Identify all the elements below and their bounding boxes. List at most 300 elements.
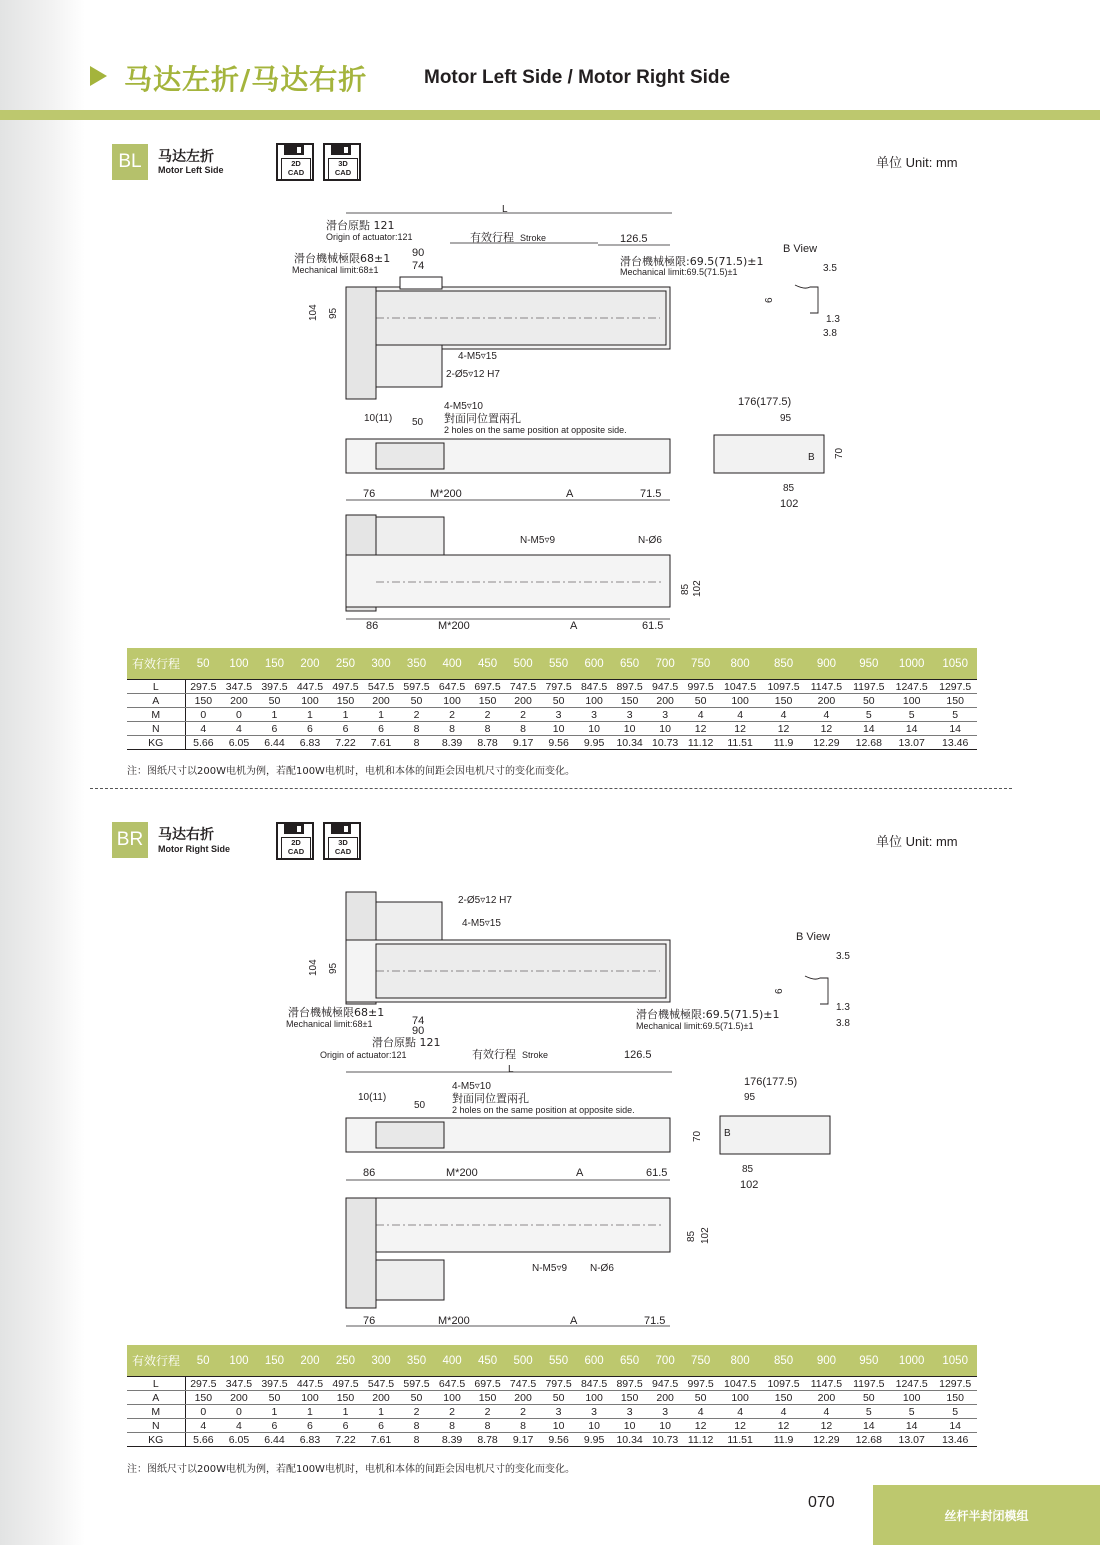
table-cell: 9.17 [505, 736, 541, 750]
table-cell: 150 [185, 1391, 221, 1405]
table-header-cell: 350 [399, 648, 435, 680]
table-cell: 10 [647, 722, 683, 736]
table-cell: 10 [612, 1419, 648, 1433]
svg-text:50: 50 [412, 417, 424, 428]
table-header-cell: 700 [647, 1345, 683, 1377]
table-cell: 6 [257, 722, 293, 736]
table-cell: 9.95 [576, 736, 612, 750]
table-cell: 1297.5 [933, 680, 977, 694]
table-cell: 547.5 [363, 680, 399, 694]
table-cell: 100 [292, 694, 328, 708]
table-cell: 5 [890, 1405, 933, 1419]
table-cell: 4 [718, 1405, 761, 1419]
svg-text:N-Ø6: N-Ø6 [638, 535, 662, 546]
svg-text:B View: B View [796, 931, 831, 943]
table-header-cell: 300 [363, 648, 399, 680]
table-cell: 3 [576, 1405, 612, 1419]
table-cell: 14 [848, 1419, 890, 1433]
svg-text:70: 70 [834, 447, 845, 459]
table-cell: 2 [505, 708, 541, 722]
table-cell: 8.39 [434, 1433, 470, 1447]
table-cell: 11.9 [762, 736, 805, 750]
table-cell: 1097.5 [762, 680, 805, 694]
svg-text:95: 95 [328, 307, 339, 319]
table-cell: 6 [257, 1419, 293, 1433]
table-cell: 347.5 [221, 680, 257, 694]
table-cell: 10 [612, 722, 648, 736]
table-header-cell: 1050 [933, 1345, 977, 1377]
table-cell: 2 [470, 1405, 506, 1419]
table-cell: 5 [933, 708, 977, 722]
table-cell: 150 [933, 694, 977, 708]
svg-text:Mechanical limit:69.5(71.5)±1: Mechanical limit:69.5(71.5)±1 [620, 267, 738, 277]
table-cell: 6.83 [292, 736, 328, 750]
table-header-cell: 950 [848, 648, 890, 680]
table-cell: 50 [683, 1391, 719, 1405]
page-number: 070 [808, 1494, 835, 1511]
svg-text:6: 6 [774, 988, 785, 994]
table-cell: 847.5 [576, 1377, 612, 1391]
table-header-cell: 900 [805, 648, 847, 680]
svg-text:4-M5▿10: 4-M5▿10 [444, 401, 483, 412]
table-header-cell: 150 [257, 648, 293, 680]
table-cell: 8 [470, 722, 506, 736]
svg-text:Mechanical limit:69.5(71.5)±1: Mechanical limit:69.5(71.5)±1 [636, 1021, 754, 1031]
table-cell: 200 [805, 1391, 847, 1405]
table-cell: 2 [434, 708, 470, 722]
table-cell: 697.5 [470, 680, 506, 694]
table-cell: 4 [221, 722, 257, 736]
table-cell: 10.73 [647, 736, 683, 750]
table-cell: 4 [221, 1419, 257, 1433]
svg-text:N-M5▿9: N-M5▿9 [532, 1263, 568, 1274]
table-cell: 50 [848, 694, 890, 708]
table-row [127, 1405, 977, 1419]
table-header-cell: 600 [576, 648, 612, 680]
svg-text:61.5: 61.5 [646, 1167, 668, 1179]
table-row-label: N [127, 722, 185, 736]
svg-text:N-Ø6: N-Ø6 [590, 1263, 614, 1274]
table-cell: 13.07 [890, 1433, 933, 1447]
table-cell: 12.29 [805, 1433, 847, 1447]
unit-label-br: 单位 Unit: mm [876, 834, 958, 850]
svg-text:2-Ø5▿12 H7: 2-Ø5▿12 H7 [446, 369, 500, 380]
table-cell: 9.17 [505, 1433, 541, 1447]
table-cell: 4 [185, 722, 221, 736]
table-header-cell: 500 [505, 648, 541, 680]
svg-text:74: 74 [412, 1015, 425, 1027]
svg-text:126.5: 126.5 [624, 1049, 652, 1061]
table-cell: 6 [363, 1419, 399, 1433]
table-cell: 6 [292, 722, 328, 736]
table-cell: 2 [399, 708, 435, 722]
table-cell: 14 [890, 1419, 933, 1433]
header-title-cn: 马达左折/马达右折 [124, 63, 368, 96]
table-row [127, 680, 977, 694]
table-cell: 11.9 [762, 1433, 805, 1447]
svg-text:95: 95 [744, 1092, 756, 1103]
svg-text:10(11): 10(11) [358, 1092, 387, 1103]
table-cell: 847.5 [576, 680, 612, 694]
section-title-cn-br: 马达右折 [158, 827, 214, 843]
table-cell: 4 [805, 708, 847, 722]
table-header-cell: 950 [848, 1345, 890, 1377]
table-header-cell: 750 [683, 1345, 719, 1377]
note-br: 注：图纸尺寸以200W电机为例，若配100W电机时，电机和本体的间距会因电机尺寸的变化而变化。 [127, 1464, 575, 1475]
table-cell: 50 [399, 694, 435, 708]
svg-text:2 holes on the same position a: 2 holes on the same position at opposite side. [444, 425, 627, 435]
table-cell: 6.44 [257, 736, 293, 750]
table-cell: 8 [505, 722, 541, 736]
svg-text:102: 102 [780, 498, 799, 510]
table-cell: 150 [933, 1391, 977, 1405]
table-header-cell: 650 [612, 1345, 648, 1377]
svg-text:滑台機械極限:69.5(71.5)±1: 滑台機械極限:69.5(71.5)±1 [620, 255, 764, 268]
table-cell: 6.05 [221, 1433, 257, 1447]
table-cell: 1047.5 [718, 680, 761, 694]
table-cell: 0 [221, 708, 257, 722]
table-cell: 11.51 [718, 1433, 761, 1447]
table-cell: 4 [185, 1419, 221, 1433]
drawing-bl [280, 195, 880, 635]
table-cell: 3 [541, 1405, 577, 1419]
svg-text:對面同位置兩孔: 對面同位置兩孔 [452, 1092, 529, 1105]
table-row [127, 1419, 977, 1433]
svg-text:N-M5▿9: N-M5▿9 [520, 535, 556, 546]
table-cell: 10 [576, 722, 612, 736]
svg-text:10(11): 10(11) [364, 413, 393, 424]
table-row-label: L [127, 680, 185, 694]
spec-table-bl [127, 648, 977, 750]
svg-text:176(177.5): 176(177.5) [744, 1076, 798, 1088]
svg-text:3.8: 3.8 [823, 328, 837, 339]
table-header-cell: 850 [762, 1345, 805, 1377]
svg-text:104: 104 [308, 959, 319, 976]
svg-text:95: 95 [780, 413, 792, 424]
table-cell: 14 [890, 722, 933, 736]
table-row [127, 736, 977, 750]
table-cell: 50 [257, 694, 293, 708]
table-cell: 7.61 [363, 736, 399, 750]
table-cell: 3 [647, 708, 683, 722]
table-cell: 897.5 [612, 1377, 648, 1391]
table-row [127, 1377, 977, 1391]
table-cell: 8 [399, 1419, 435, 1433]
table-cell: 11.12 [683, 736, 719, 750]
table-header-cell: 50 [185, 1345, 221, 1377]
table-cell: 1247.5 [890, 680, 933, 694]
table-cell: 1 [328, 708, 364, 722]
table-row [127, 708, 977, 722]
table-row-label: L [127, 1377, 185, 1391]
table-cell: 5.66 [185, 1433, 221, 1447]
table-cell: 150 [185, 694, 221, 708]
svg-text:有效行程: 有效行程 [470, 231, 514, 244]
table-cell: 100 [576, 694, 612, 708]
table-cell: 1 [292, 708, 328, 722]
svg-text:102: 102 [692, 580, 703, 597]
table-header-cell: 400 [434, 648, 470, 680]
table-cell: 9.95 [576, 1433, 612, 1447]
table-cell: 4 [805, 1405, 847, 1419]
svg-text:102: 102 [740, 1179, 759, 1191]
table-cell: 3 [612, 708, 648, 722]
svg-text:滑台機械極限68±1: 滑台機械極限68±1 [288, 1006, 385, 1019]
table-cell: 50 [541, 1391, 577, 1405]
table-cell: 12 [683, 1419, 719, 1433]
table-cell: 100 [890, 694, 933, 708]
section-title-cn-bl: 马达左折 [158, 149, 214, 165]
table-header-cell: 850 [762, 648, 805, 680]
table-header-cell: 100 [221, 1345, 257, 1377]
svg-text:Stroke: Stroke [520, 233, 547, 243]
table-cell: 5 [848, 1405, 890, 1419]
drawing-br [280, 880, 880, 1330]
table-header-cell: 100 [221, 648, 257, 680]
cad-3d-download-icon[interactable]: 3D CAD [323, 143, 361, 181]
table-cell: 11.51 [718, 736, 761, 750]
table-row-label: A [127, 694, 185, 708]
svg-text:對面同位置兩孔: 對面同位置兩孔 [444, 412, 521, 425]
table-cell: 150 [762, 1391, 805, 1405]
unit-label-bl: 单位 Unit: mm [876, 155, 958, 171]
table-cell: 447.5 [292, 1377, 328, 1391]
svg-text:2 holes on the same position a: 2 holes on the same position at opposite side. [452, 1105, 635, 1115]
table-cell: 12 [718, 1419, 761, 1433]
table-cell: 4 [683, 1405, 719, 1419]
table-cell: 100 [434, 1391, 470, 1405]
table-header-cell: 50 [185, 648, 221, 680]
section-divider [90, 788, 1012, 789]
table-cell: 397.5 [257, 1377, 293, 1391]
svg-text:176(177.5): 176(177.5) [738, 396, 792, 408]
table-header-cell: 700 [647, 648, 683, 680]
table-cell: 6.44 [257, 1433, 293, 1447]
table-cell: 200 [363, 1391, 399, 1405]
table-header-stroke: 有效行程 [127, 1345, 185, 1377]
svg-text:M*200: M*200 [438, 620, 470, 632]
svg-text:4-M5▿15: 4-M5▿15 [462, 918, 501, 929]
table-row-label: A [127, 1391, 185, 1405]
table-cell: 597.5 [399, 1377, 435, 1391]
svg-text:B: B [724, 1128, 731, 1139]
table-cell: 2 [399, 1405, 435, 1419]
svg-text:76: 76 [363, 1315, 376, 1327]
table-cell: 1 [363, 1405, 399, 1419]
svg-text:Mechanical limit:68±1: Mechanical limit:68±1 [286, 1019, 373, 1029]
table-cell: 5 [933, 1405, 977, 1419]
svg-text:95: 95 [328, 962, 339, 974]
table-cell: 2 [434, 1405, 470, 1419]
table-cell: 5.66 [185, 736, 221, 750]
svg-text:滑台原點 121: 滑台原點 121 [372, 1036, 441, 1049]
svg-text:L: L [508, 1064, 514, 1075]
table-header-cell: 300 [363, 1345, 399, 1377]
table-header-cell: 800 [718, 648, 761, 680]
table-cell: 10.34 [612, 736, 648, 750]
table-header-cell: 550 [541, 648, 577, 680]
table-cell: 200 [505, 1391, 541, 1405]
table-header-cell: 450 [470, 1345, 506, 1377]
table-cell: 200 [363, 694, 399, 708]
table-cell: 10.73 [647, 1433, 683, 1447]
table-header-cell: 750 [683, 648, 719, 680]
table-header-cell: 900 [805, 1345, 847, 1377]
svg-text:Mechanical limit:68±1: Mechanical limit:68±1 [292, 265, 379, 275]
svg-text:有效行程: 有效行程 [472, 1048, 516, 1061]
table-header-cell: 250 [328, 1345, 364, 1377]
table-cell: 200 [805, 694, 847, 708]
table-cell: 200 [647, 694, 683, 708]
table-cell: 5 [848, 708, 890, 722]
table-cell: 597.5 [399, 680, 435, 694]
svg-text:6: 6 [764, 297, 775, 303]
table-cell: 50 [399, 1391, 435, 1405]
svg-text:B View: B View [783, 243, 818, 255]
table-cell: 1197.5 [848, 1377, 890, 1391]
table-row [127, 694, 977, 708]
table-cell: 1097.5 [762, 1377, 805, 1391]
table-cell: 13.46 [933, 1433, 977, 1447]
table-header-cell: 800 [718, 1345, 761, 1377]
svg-text:滑台原點 121: 滑台原點 121 [326, 219, 395, 232]
table-row-label: KG [127, 736, 185, 750]
svg-text:3.5: 3.5 [823, 263, 837, 274]
table-cell: 8 [470, 1419, 506, 1433]
svg-text:3.5: 3.5 [836, 951, 850, 962]
table-header-cell: 450 [470, 648, 506, 680]
table-cell: 12 [683, 722, 719, 736]
table-cell: 1147.5 [805, 680, 847, 694]
table-cell: 50 [683, 694, 719, 708]
table-cell: 4 [762, 1405, 805, 1419]
table-cell: 14 [933, 722, 977, 736]
table-cell: 1 [257, 708, 293, 722]
svg-text:1.3: 1.3 [836, 1002, 850, 1013]
table-cell: 447.5 [292, 680, 328, 694]
table-cell: 6.05 [221, 736, 257, 750]
table-cell: 747.5 [505, 1377, 541, 1391]
table-cell: 13.07 [890, 736, 933, 750]
table-cell: 1247.5 [890, 1377, 933, 1391]
svg-text:85: 85 [742, 1164, 754, 1175]
table-cell: 150 [612, 1391, 648, 1405]
svg-text:Origin of actuator:121: Origin of actuator:121 [326, 232, 413, 242]
table-cell: 797.5 [541, 1377, 577, 1391]
table-cell: 897.5 [612, 680, 648, 694]
table-cell: 150 [470, 694, 506, 708]
svg-text:71.5: 71.5 [640, 488, 662, 500]
table-cell: 347.5 [221, 1377, 257, 1391]
table-cell: 10.34 [612, 1433, 648, 1447]
svg-text:74: 74 [412, 260, 425, 272]
table-cell: 497.5 [328, 680, 364, 694]
table-cell: 4 [683, 708, 719, 722]
table-cell: 9.56 [541, 1433, 577, 1447]
header-title-en: Motor Left Side / Motor Right Side [424, 67, 731, 88]
svg-text:104: 104 [308, 304, 319, 321]
svg-text:滑台機械極限68±1: 滑台機械極限68±1 [294, 252, 391, 265]
table-cell: 50 [257, 1391, 293, 1405]
table-cell: 14 [848, 722, 890, 736]
table-header-cell: 250 [328, 648, 364, 680]
table-cell: 150 [470, 1391, 506, 1405]
table-cell: 697.5 [470, 1377, 506, 1391]
svg-text:Origin of actuator:121: Origin of actuator:121 [320, 1050, 407, 1060]
svg-text:90: 90 [412, 1025, 425, 1037]
table-cell: 10 [541, 1419, 577, 1433]
table-cell: 8 [399, 722, 435, 736]
table-row [127, 722, 977, 736]
svg-text:86: 86 [363, 1167, 376, 1179]
section-code-br: BR [112, 822, 148, 858]
section-code-bl: BL [112, 144, 148, 180]
table-cell: 50 [541, 694, 577, 708]
header-arrow-icon [90, 66, 107, 86]
table-cell: 12 [718, 722, 761, 736]
table-cell: 6 [328, 1419, 364, 1433]
table-cell: 9.56 [541, 736, 577, 750]
svg-text:76: 76 [363, 488, 376, 500]
table-header-cell: 200 [292, 1345, 328, 1377]
section-title-en-bl: Motor Left Side [158, 165, 224, 175]
table-cell: 11.12 [683, 1433, 719, 1447]
table-cell: 8 [399, 1433, 435, 1447]
table-cell: 12 [762, 722, 805, 736]
table-cell: 8.39 [434, 736, 470, 750]
svg-text:A: A [576, 1167, 584, 1179]
table-cell: 100 [718, 694, 761, 708]
table-cell: 0 [221, 1405, 257, 1419]
table-cell: 4 [762, 708, 805, 722]
cad-3d-download-icon[interactable]: 3D CAD [323, 822, 361, 860]
cad-2d-download-icon[interactable]: 2D CAD [276, 143, 314, 181]
svg-text:85: 85 [783, 483, 795, 494]
table-cell: 1197.5 [848, 680, 890, 694]
table-cell: 1147.5 [805, 1377, 847, 1391]
table-row [127, 1391, 977, 1405]
table-cell: 2 [505, 1405, 541, 1419]
table-cell: 3 [612, 1405, 648, 1419]
svg-text:M*200: M*200 [430, 488, 462, 500]
table-row-label: M [127, 1405, 185, 1419]
svg-text:M*200: M*200 [438, 1315, 470, 1327]
table-cell: 150 [612, 694, 648, 708]
table-cell: 647.5 [434, 1377, 470, 1391]
cad-2d-download-icon[interactable]: 2D CAD [276, 822, 314, 860]
svg-text:85: 85 [680, 583, 691, 595]
table-cell: 8 [434, 722, 470, 736]
table-row-label: KG [127, 1433, 185, 1447]
table-row-label: M [127, 708, 185, 722]
table-cell: 1 [292, 1405, 328, 1419]
svg-text:50: 50 [414, 1100, 426, 1111]
table-cell: 8 [434, 1419, 470, 1433]
svg-text:90: 90 [412, 247, 425, 259]
table-cell: 547.5 [363, 1377, 399, 1391]
table-header-cell: 500 [505, 1345, 541, 1377]
svg-text:3.8: 3.8 [836, 1018, 850, 1029]
table-row-label: N [127, 1419, 185, 1433]
svg-text:B: B [808, 452, 815, 463]
table-cell: 647.5 [434, 680, 470, 694]
table-cell: 6 [363, 722, 399, 736]
table-cell: 6.83 [292, 1433, 328, 1447]
table-header-stroke: 有效行程 [127, 648, 185, 680]
table-cell: 150 [762, 694, 805, 708]
svg-text:4-M5▿15: 4-M5▿15 [458, 351, 497, 362]
svg-text:2-Ø5▿12 H7: 2-Ø5▿12 H7 [458, 895, 512, 906]
